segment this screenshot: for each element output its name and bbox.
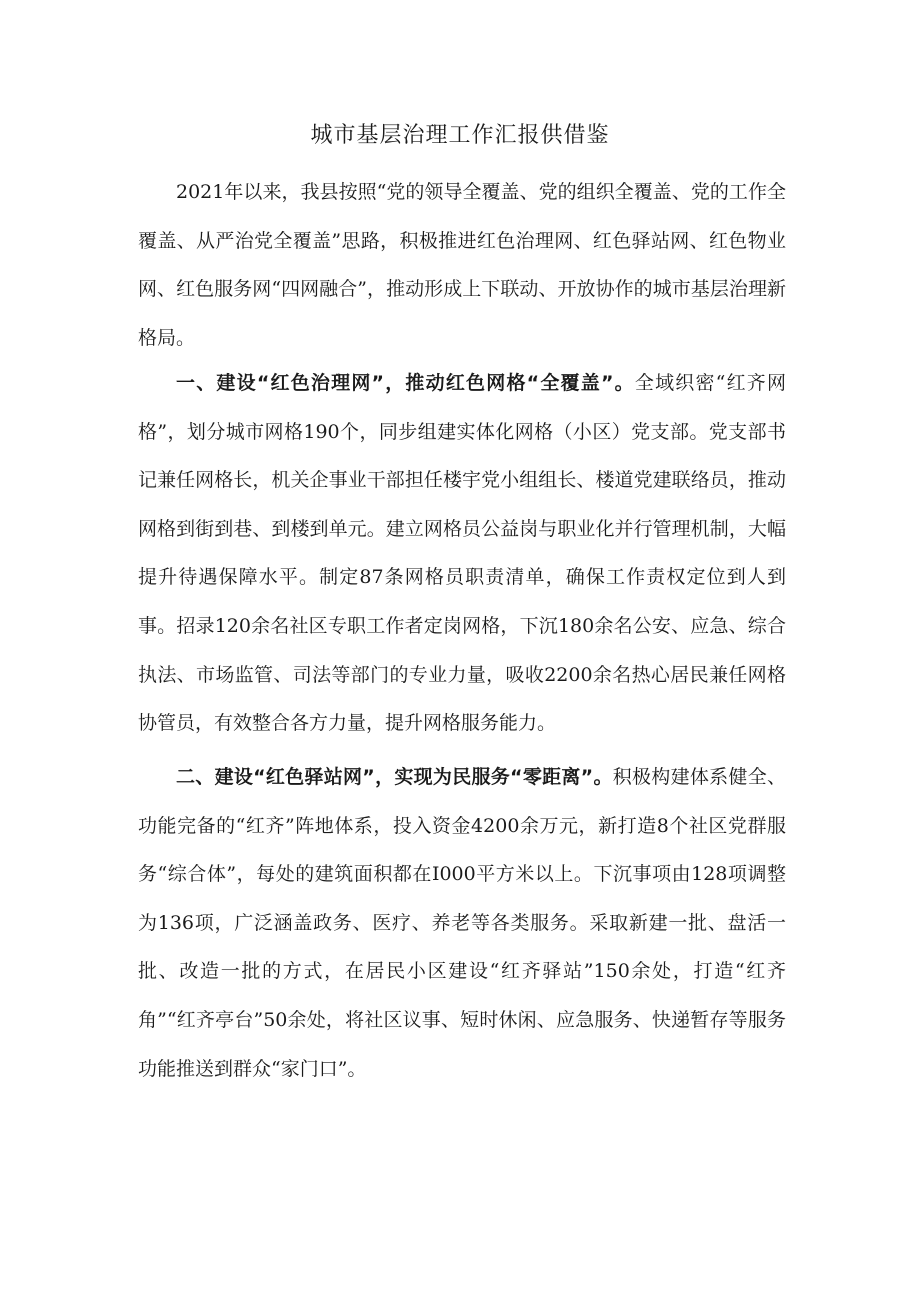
section1-text: 全域织密“红齐网格”，划分城市网格190个，同步组建实体化网格（小区）党支部。党支部书记兼任网格长，机关企事业干部担任楼宇党小组组长、楼道党建联络员，推动网格到街到巷、到楼到单元。建立网格员公益岗与职业化并行管理机制，大幅提升待遇保障水平。制定87条网格员职责清单，确保工作责权定位到人到事。招录120余名社区专职工作者定岗网格，下沉180余名公安、应急、综合执法、市场监管、司法等部门的专业力量，吸收2200余名热心居民兼任网格协管员，有效整合各方力量，提升网格服务能力。 <box>138 372 787 735</box>
section2-paragraph-block <box>138 753 786 1093</box>
section1-paragraph <box>138 359 786 748</box>
section2-paragraph <box>138 753 786 1093</box>
document-title: 城市基层治理工作汇报供借鉴 <box>310 123 610 148</box>
intro-paragraph: 2021年以来，我县按照“党的领导全覆盖、党的组织全覆盖、党的工作全覆盖、从严治党全覆盖”思路，积极推进红色治理网、红色驿站网、红色物业网、红色服务网“四网融合”，推动形成上下联动、开放协作的城市基层治理新格局。 <box>138 181 786 349</box>
section2-heading: 二、建设“红色驿站网”，实现为民服务“零距离”。 <box>176 766 613 788</box>
section2-text: 积极构建体系健全、功能完备的“红齐”阵地体系，投入资金4200余万元，新打造8个社区党群服务“综合体”，每处的建筑面积都在I000平方米以上。下沉事项由128项调整为136项，广泛涵盖政务、医疗、养老等各类服务。采取新建一批、盘活一批、改造一批的方式，在居民小区建设“红齐驿站”150余处，打造“红齐角”“红齐亭台”50余处，将社区议事、短时休闲、应急服务、快递暂存等服务功能推送到群众“家门口”。 <box>138 766 786 1080</box>
section1-paragraph-block <box>138 359 786 748</box>
intro-paragraph-block <box>138 168 786 362</box>
section1-heading: 一、建设“红色治理网”，推动红色网格“全覆盖”。 <box>176 372 635 394</box>
